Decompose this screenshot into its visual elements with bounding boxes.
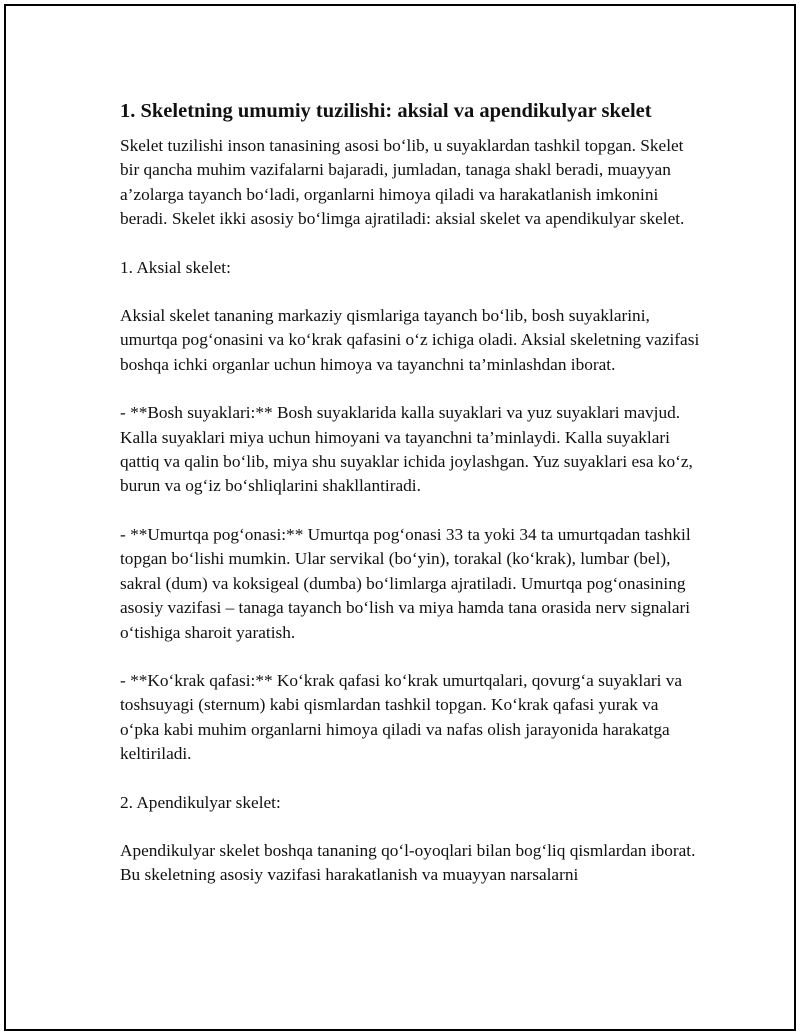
- paragraph-axial: Aksial skelet tananing markaziy qismlariga tayanch bo‘lib, bosh suyaklarini, umurtqa pog‘onasini va ko‘krak qafasini o‘z ichiga oladi. Aksial skeletning vazifasi boshqa ichki organlar uchun himoya va tayanchni ta’minlashdan iborat.: [120, 306, 700, 374]
- document-title: 1. Skeletning umumiy tuzilishi: aksial va apendikulyar skelet: [120, 100, 652, 122]
- paragraph-intro: Skelet tuzilishi inson tanasining asosi bo‘lib, u suyaklardan tashkil topgan. Skelet bir qancha muhim vazifalarni bajaradi, jumladan, tanaga shakl beradi, muayyan a’zolarga tayanch bo‘ladi, organlarni himoya qiladi va harakatlanish imkonini beradi. Skelet ikki asosiy bo‘limga ajratiladi: aksial skelet va apendikulyar skelet.: [120, 136, 685, 229]
- paragraph-rib-cage: - **Ko‘krak qafasi:** Ko‘krak qafasi ko‘krak umurtqalari, qovurg‘a suyaklari va toshsuyagi (sternum) kabi qismlardan tashkil topgan. Ko‘krak qafasi yurak va o‘pka kabi muhim organlarni himoya qiladi va nafas olish jarayonida harakatga keltiriladi.: [120, 670, 683, 764]
- document-body: [120, 96, 700, 888]
- document-page: [4, 4, 796, 1031]
- paragraph-skull-bones: - **Bosh suyaklari:** Bosh suyaklarida kalla suyaklari va yuz suyaklari mavjud. Kalla suyaklari miya uchun himoyani va tayanchni ta’minlaydi. Kalla suyaklari qattiq va qalin bo‘lib, miya shu suyaklar ichida joylashgan. Yuz suyaklari esa ko‘z, burun va og‘iz bo‘shliqlarini shakllantiradi.: [120, 403, 693, 496]
- section-heading-appendicular: 2. Apendikulyar skelet:: [120, 792, 281, 812]
- section-heading-axial: 1. Aksial skelet:: [120, 257, 231, 277]
- paragraph-spine: - **Umurtqa pog‘onasi:** Umurtqa pog‘onasi 33 ta yoki 34 ta umurtqadan tashkil topgan bo‘lishi mumkin. Ular servikal (bo‘yin), torakal (ko‘krak), lumbar (bel), sakral (dum) va koksigeal (dumba) bo‘limlarga ajratiladi. Umurtqa pog‘onasining asosiy vazifasi – tanaga tayanch bo‘lish va miya hamda tana orasida nerv signalari o‘tishiga sharoit yaratish.: [120, 524, 691, 642]
- paragraph-appendicular: Apendikulyar skelet boshqa tananing qo‘l-oyoqlari bilan bog‘liq qismlardan iborat. Bu skeletning asosiy vazifasi harakatlanish va muayyan narsalarni: [120, 840, 696, 885]
